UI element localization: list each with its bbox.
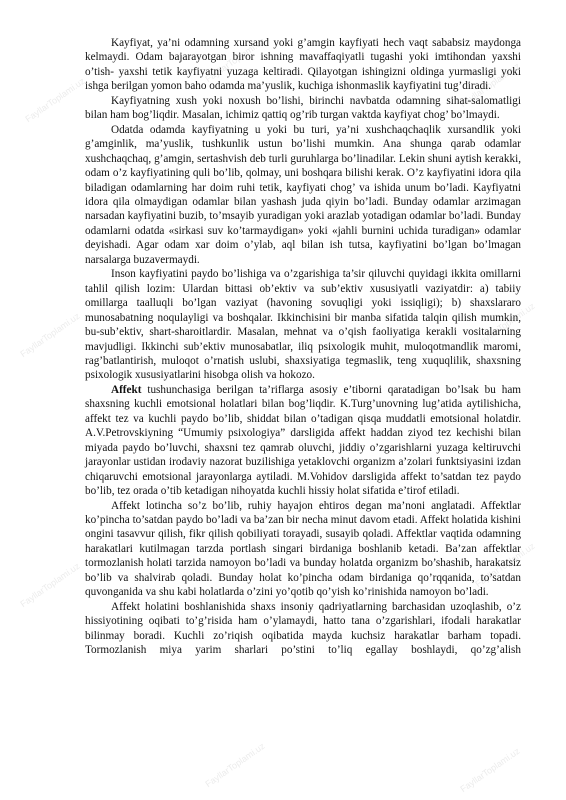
paragraph-affect-latin: Affekt lotincha so’z bo’lib, ruhiy hayajon ehtiros degan ma’noni anglatadi. Affektlar ko’pincha to’satdan paydo bo’ladi va ba’zan bir necha minut davom etadi. Affekt holatida kishini ongini tasavvur qilish, fikr qilish qobiliyati torayadi, susayib qoladi. Affektlar vaqtida odamning harakatlari kutilmagan tarzda portlash singari birdaniga boshlanib ketadi. Ba’zan affektlar tormozlanish holati tarzida namoyon bo’ladi va bunday holatda organizm bo’shashib, harakatsiz bo’lib va shalvirab qoladi. Bunday holat ko’pincha odam birdaniga qo’rqqanida, to’satdan quvonganida va shu kabi holatlarda o’zini yo’qotib qo’yish ko’rinishida namoyon bo’ladi. xyxy=(85,499,521,599)
affect-definition-text: tushunchasiga berilgan ta’riflarga asosiy e’tiborni qaratadigan bo’lsak bu ham shaxsning kuchli emotsional holatlari bilan bog’liqdir. K.Turg’unovning lug’atida aytilishicha, affekt tez va kuchli paydo bo’lib, shiddat bilan o’tadigan qisqa muddatli emotsional holatdir. A.V.Petrovskiyning “Umumiy psixologiya” darsligida affekt haddan ziyod tez kechishi bilan miyada paydo bo’luvchi, shaxsni tez qamrab oluvchi, jiddiy o’zgarishlarni yuzaga keltiruvchi jarayonlar ustidan irodaviy nazorat buzilishiga yetaklovchi organizm a’zolari funktsiyasini izdan chiqaruvchi emotsional jarayonlarga aytiladi. M.Vohidov darsligida affekt to’satdan tez paydo bo’lib, tez orada o’tib ketadigan nihoyatda kuchli hissiy holat sifatida e’tirof etiladi. xyxy=(85,383,521,498)
watermark: FayllarToplami.uz xyxy=(23,75,87,125)
watermark: FayllarToplami.uz xyxy=(18,310,82,360)
paragraph-mood-health: Kayfiyatning xush yoki noxush bo’lishi, birinchi navbatda odamning sihat-salomatligi bilan ham bog’liqdir. Masalan, ichimiz qattiq og’rib turgan vaktda kayfiyat chog’ bo’lmaydi. xyxy=(85,94,521,122)
document-body xyxy=(85,36,521,657)
watermark: FayllarToplami.uz xyxy=(203,35,267,85)
paragraph-mood-causes: Kayfiyat, ya’ni odamning xursand yoki g’amgin kayfiyati hech vaqt sababsiz maydonga kelmaydi. Odam bajarayotgan biror ishning mavaffaqiyatli tugashi yoki imtihondan yaxshi o’tish- yaxshi tetik kayfiyatni yuzaga keltiradi. Qilayotgan ishingizni oldinga yurmasligi yoki ishga berilgan yomon baho odamda ma’yuslik, kuchiga ishonmaslik kayfiyatini tug’diradi. xyxy=(85,37,521,93)
watermark: FayllarToplami.uz xyxy=(458,745,522,795)
watermark: FayllarToplami.uz xyxy=(473,300,537,350)
paragraph-affect-definition xyxy=(85,383,521,499)
watermark: FayllarToplami.uz xyxy=(18,560,82,610)
watermark: FayllarToplami.uz xyxy=(473,540,537,590)
watermark: FayllarToplami.uz xyxy=(203,740,267,790)
paragraph-affect-onset: Affekt holatini boshlanishida shaxs insoniy qadriyatlarning barchasidan uzoqlashib, o’z hissiyotining oqibati to’g’risida ham o’ylamaydi, hatto tana o’zgarishlari, ifodali harakatlar bilinmay boradi. Kuchli zo’riqish oqibatida mayda kuchsiz harakatlar barham topadi. Tormozlanish miya yarim sharlari po’stini to’liq egallay boshlaydi, qo’zg’alish xyxy=(85,600,521,657)
affect-term: Affekt xyxy=(111,383,142,396)
watermark: FayllarToplami.uz xyxy=(458,60,522,110)
paragraph-mood-factors: Inson kayfiyatini paydo bo’lishiga va o’zgarishiga ta’sir qiluvchi quyidagi ikkita omillarni tahlil qilish lozim: Ulardan bittasi ob’ektiv va sub’ektiv xususiyatli vaziyatdir: a) tabiiy omillarga taalluqli bo’lgan vaziyat (havoning sovuqligi yoki issiqligi); b) shaxslararo munosabatning noqulayligi va boshqalar. Ikkinchisini bir manba sifatida talqin qilish mumkin, bu-sub’ektiv, shart-sharoitlardir. Masalan, mehnat va o’qish faoliyatiga kerakli vositalarning mavjudligi. Ikkinchi sub’ektiv munosabatlar, iliq psixologik muhit, muloqotmandlik maromi, rag’batlantirish, muloqot o’rnatish uslubi, shaxsiyatiga tegmaslik, teng xuquqlilik, shaxsning psixologik xususiyatlarini hisobga olish va hokozo. xyxy=(85,268,521,382)
paragraph-mood-types: Odatda odamda kayfiyatning u yoki bu turi, ya’ni xushchaqchaqlik xursandlik yoki g’amginlik, ma’yuslik, tushkunlik ustun bo’lishi mumkin. Ana shunga qarab odamlar xushchaqchaq, g’amgin, sertashvish deb turli guruhlarga bo’linadilar. Lekin shuni aytish kerakki, odam o’z kayfiyatining quli bo’lib, qolmay, uni boshqara bilishi kerak. O’z kayfiyatini idora qila biladigan odamlarning har doim ruhi tetik, kayfiyati chog’ va ishida unum bo’ladi. Kayfiyatni idora qila olmaydigan odamlar bilan yashash juda qiyin bo’ladi. Bunday odamlar arzimagan narsadan kayfiyatini buzib, to’msayib yuradigan yoki arazlab yotadigan odamlar bo’ladi. Bunday odamlarni odatda «sirkasi suv ko’tarmaydigan» yoki «jahli burnini uchida turadigan» odamlar deyishadi. Agar odam xar doim o’ylab, aql bilan ish tutsa, kayfiyatini bo’lgan bo’lmagan narsalarga buzavermaydi. xyxy=(85,123,521,266)
